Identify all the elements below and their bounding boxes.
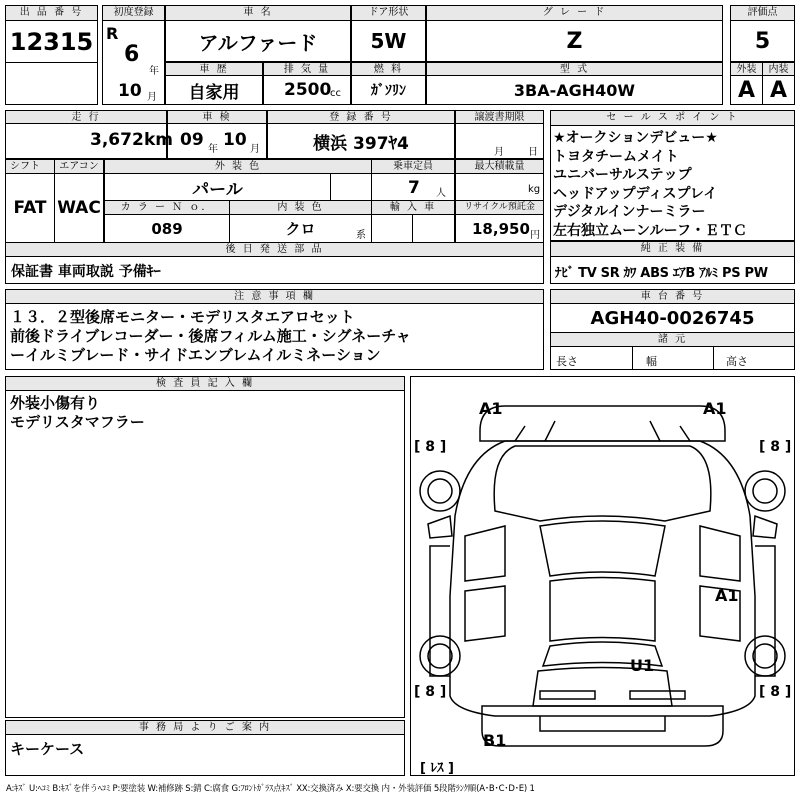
inspector-note: モデリスタマフラー [10, 413, 145, 431]
first-reg-month-unit: 月 [147, 92, 157, 103]
office-header: 事 務 局 よ り ご 案 内 [5, 720, 405, 735]
score-header: 評価点 [730, 5, 795, 21]
damage-rear: B1 [483, 731, 507, 750]
import-cell-left [371, 214, 413, 243]
car-diagram [410, 376, 795, 776]
notes-list [10, 308, 411, 365]
model: 3BA-AGH40W [513, 80, 636, 100]
first-reg-year-unit: 年 [149, 66, 159, 77]
insp-year-unit: 年 [208, 144, 218, 155]
capacity-header: 乗車定員 [371, 159, 455, 174]
chassis-no: AGH40-0026745 [590, 307, 755, 329]
first-reg-header: 初度登録 [102, 5, 165, 21]
damage-roof: U1 [630, 656, 655, 675]
color-header: 外 装 色 [104, 159, 372, 174]
sales-point-item: 左右独立ムーンルーフ・ＥＴＣ [553, 222, 747, 239]
transfer-day-unit: 日 [528, 147, 538, 158]
genuine-header: 純 正 装 備 [550, 241, 795, 257]
recycle-unit: 円 [530, 230, 540, 241]
car-name: アルファード [198, 30, 318, 55]
exterior-grade: A [737, 77, 756, 103]
sales-point-item: ★オークションデビュー★ [553, 130, 718, 146]
lot-no-blank [5, 62, 98, 105]
sales-point-item: デジタルインナーミラー [553, 204, 706, 220]
car-name-header: 車 名 [165, 5, 351, 21]
tire-front-left: [ 8 ] [414, 439, 447, 455]
int-color: クロ [285, 220, 316, 238]
exterior-header: 外装 [730, 62, 763, 76]
genuine-equipment: ﾅﾋﾞ TV SR ｶﾜ ABS ｴｱB ｱﾙﾐ PS PW [555, 266, 768, 281]
shift-header: シフト [5, 159, 55, 174]
transfer-header: 譲渡書期限 [455, 110, 544, 124]
insp-month-unit: 月 [250, 144, 260, 155]
color-cell-extra [330, 173, 372, 201]
inspector-header: 検 査 員 記 入 欄 [5, 376, 405, 391]
grade: Z [566, 28, 583, 54]
fuel-header: 燃 料 [351, 62, 426, 76]
chassis-header: 車 台 番 号 [550, 289, 795, 304]
recycle-header: リサイクル預託金 [455, 200, 544, 215]
legend: A:ｷｽﾞ U:ﾍｺﾐ B:ｷｽﾞを伴うﾍｺﾐ P:要塗装 W:補修跡 S:錆 C:腐食 G:ﾌﾛﾝﾄｶﾞﾗｽ点ｷｽﾞ XX:交換済み X:要交換 内・外装評価 5段階ﾗﾝｸ順(A･B･C･D･E) 1 [6, 784, 535, 794]
grade-header: グ レ ー ド [426, 5, 723, 21]
score: 5 [754, 28, 771, 54]
load-unit: kg [528, 184, 541, 195]
sales-point-item: トヨタチームメイト [553, 148, 679, 165]
lot-no: 12315 [9, 27, 94, 56]
mileage-unit: km [144, 130, 174, 150]
history-header: 車 歴 [165, 62, 263, 76]
model-header: 型 式 [426, 62, 723, 76]
spec-length: 長さ [556, 355, 578, 368]
first-reg-year: 6 [124, 42, 140, 67]
damage-side-right: A1 [715, 586, 739, 605]
tire-rear-right: [ 8 ] [759, 684, 792, 700]
aircon: WAC [57, 198, 101, 218]
note-line: ーイルミブレード・サイドエンブレムイルミネーション [10, 346, 381, 364]
capacity: 7 [408, 178, 420, 198]
capacity-unit: 人 [436, 188, 446, 199]
interior-header: 内装 [762, 62, 795, 76]
note-line: 前後ドライブレコーダー・後席フィルム施工・シグネーチャ [10, 327, 411, 345]
recycle: 18,950 [472, 220, 530, 238]
reg-no: 横浜 397ﾔ4 [313, 133, 409, 154]
fuel: ｶﾞｿﾘﾝ [371, 83, 406, 99]
insp-month: 10 [223, 130, 247, 150]
door-type: 5W [370, 29, 407, 53]
mileage: 3,672 [90, 130, 144, 150]
inspector-note: 外装小傷有り [10, 394, 101, 412]
reg-no-header: 登 録 番 号 [267, 110, 455, 124]
sales-points-header: セ ー ル ス ポ イ ン ト [550, 110, 795, 126]
notes-header: 注 意 事 項 欄 [5, 289, 544, 304]
displacement: 2500 [284, 80, 332, 100]
transfer-month-unit: 月 [494, 147, 504, 158]
note-line: １３．２型後席モニター・モデリスタエアロセット [10, 308, 355, 326]
color: パール [192, 179, 243, 200]
first-reg-era: R [106, 24, 119, 43]
first-reg-month: 10 [118, 81, 142, 101]
displacement-header: 排 気 量 [263, 62, 351, 76]
damage-front-left: A1 [479, 399, 503, 418]
door-header: ドア形状 [351, 5, 426, 21]
later-parts-header: 後 日 発 送 部 品 [5, 242, 544, 257]
sales-point-item: ヘッドアップディスプレイ [553, 185, 718, 202]
inspector-notes [10, 394, 145, 432]
spare-tire: [ ﾚｽ ] [420, 761, 454, 776]
import-cell-right [412, 214, 455, 243]
tire-front-right: [ 8 ] [759, 439, 792, 455]
import-header: 輸 入 車 [371, 200, 455, 215]
sales-point-item: ユニバーサルステップ [553, 167, 692, 183]
inspector-cell [5, 390, 405, 718]
lot-no-header: 出 品 番 号 [5, 5, 98, 21]
spec-width: 幅 [646, 355, 657, 368]
tire-rear-left: [ 8 ] [414, 684, 447, 700]
interior-grade: A [769, 77, 788, 103]
shift: FAT [13, 198, 47, 218]
history: 自家用 [188, 82, 240, 103]
office-note: キーケース [10, 740, 85, 758]
damage-front-right: A1 [703, 399, 727, 418]
insp-year: 09 [180, 130, 204, 150]
color-no-header: カ ラ ー Ｎ ｏ． [104, 200, 230, 215]
max-load-header: 最大積載量 [455, 159, 544, 174]
aircon-header: エアコン [54, 159, 104, 174]
spec-height: 高さ [726, 355, 748, 368]
int-color-header: 内 装 色 [229, 200, 372, 215]
displacement-unit: cc [330, 88, 341, 99]
mileage-header: 走 行 [5, 110, 167, 124]
inspection-header: 車 検 [167, 110, 267, 124]
color-no: 089 [151, 219, 183, 238]
specs-header: 諸 元 [550, 332, 795, 347]
spec-width-cell [632, 346, 714, 370]
later-parts: 保証書 車両取説 予備ｷｰ [11, 264, 161, 280]
sales-points-list [553, 129, 747, 240]
int-color-unit: 系 [356, 230, 366, 241]
